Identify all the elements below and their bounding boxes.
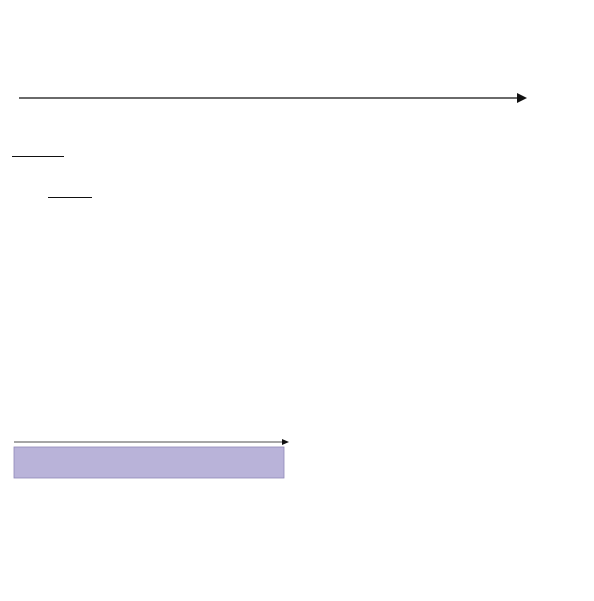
q16-sub1 <box>48 184 92 204</box>
q16-part1 <box>12 143 64 163</box>
q16-number-line <box>15 88 527 124</box>
axis-arrow <box>517 93 527 103</box>
answer-blank-2 <box>48 185 92 198</box>
ruler-body <box>14 447 284 478</box>
answer-blank-1 <box>12 144 64 157</box>
ruler-axis-arrow <box>282 439 289 445</box>
q17-ruler-figure <box>12 430 290 482</box>
